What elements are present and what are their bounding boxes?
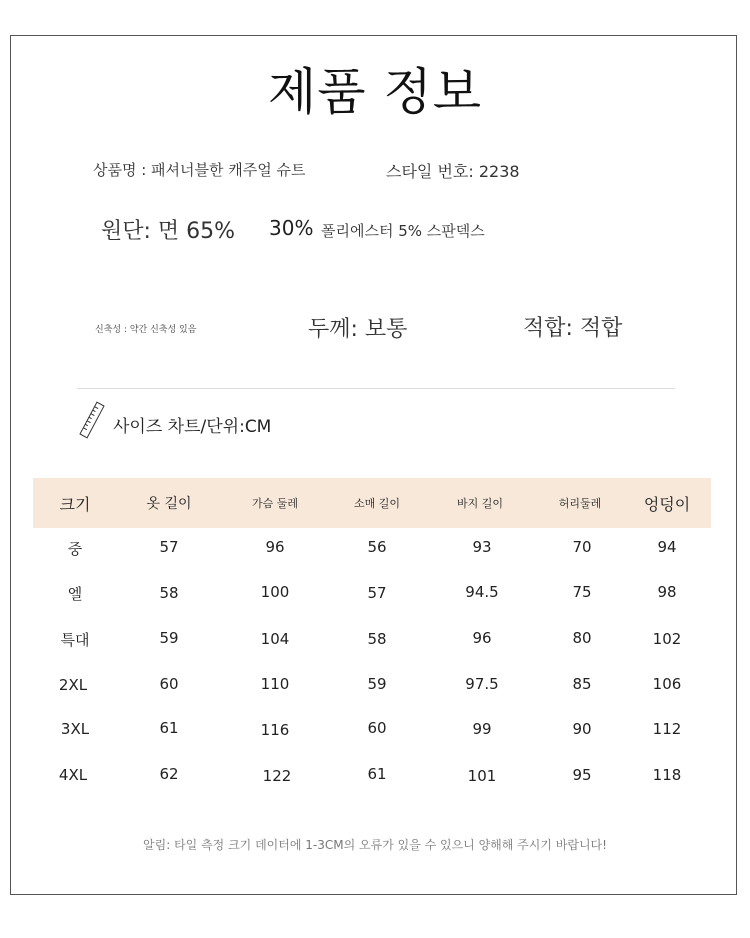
cell-chest: 110: [260, 675, 290, 693]
cell-length: 58: [159, 584, 179, 602]
cell-size: 3XL: [60, 720, 90, 738]
cell-size: 4XL: [58, 766, 88, 784]
cell-chest: 100: [260, 583, 290, 601]
fabric-label: 원단: 면 65%: [101, 219, 236, 244]
cell-hip: 94: [657, 538, 677, 556]
header-chest: 가슴 둘레: [251, 497, 298, 510]
header-waist: 허리둘레: [558, 497, 602, 510]
cell-pants-length: 94.5: [465, 583, 499, 601]
cell-chest: 104: [260, 630, 290, 648]
cell-hip: 112: [652, 720, 682, 738]
header-size: 크기: [59, 495, 91, 514]
fit-info: 적합: 적합: [523, 316, 623, 341]
cell-waist: 95: [572, 766, 592, 784]
cell-chest: 96: [265, 538, 285, 556]
cell-sleeve: 60: [367, 719, 387, 737]
stretch-info: 신축성 : 약간 신축성 있음: [95, 325, 197, 335]
style-number: 스타일 번호: 2238: [386, 162, 520, 181]
cell-length: 62: [159, 765, 179, 783]
cell-waist: 90: [572, 720, 592, 738]
header-sleeve: 소매 길이: [353, 497, 400, 510]
cell-sleeve: 59: [367, 675, 387, 693]
fabric-rest-percent: 30%: [269, 216, 314, 240]
header-length: 옷 길이: [146, 496, 192, 512]
header-hip: 엉덩이: [643, 495, 691, 514]
cell-hip: 118: [652, 766, 682, 784]
page-title: 제품 정보: [267, 63, 483, 121]
cell-size: 중: [67, 540, 83, 558]
cell-size: 엘: [67, 585, 83, 603]
cell-size: 2XL: [58, 676, 88, 694]
fabric-rest: 폴리에스터 5% 스판덱스: [321, 222, 485, 240]
cell-pants-length: 97.5: [465, 675, 499, 693]
cell-pants-length: 96: [472, 629, 492, 647]
cell-pants-length: 101: [467, 767, 497, 785]
cell-sleeve: 56: [367, 538, 387, 556]
size-chart-label: 사이즈 차트/단위:CM: [113, 417, 272, 437]
cell-chest: 116: [260, 721, 290, 739]
cell-waist: 75: [572, 583, 592, 601]
cell-waist: 80: [572, 629, 592, 647]
thickness-info: 두께: 보통: [308, 317, 408, 342]
cell-length: 60: [159, 675, 179, 693]
cell-pants-length: 93: [472, 538, 492, 556]
cell-sleeve: 57: [367, 584, 387, 602]
cell-hip: 106: [652, 675, 682, 693]
section-divider: [77, 388, 675, 389]
cell-sleeve: 61: [367, 765, 387, 783]
product-name: 상품명 : 패셔너블한 캐주얼 슈트: [93, 161, 306, 179]
cell-waist: 70: [572, 538, 592, 556]
measurement-note: 알림: 타일 측정 크기 데이터에 1-3CM의 오류가 있을 수 있으니 양해해 주시기 바랍니다!: [143, 838, 607, 852]
cell-length: 57: [159, 538, 179, 556]
cell-waist: 85: [572, 675, 592, 693]
header-pants-length: 바지 길이: [456, 497, 503, 510]
cell-length: 61: [159, 719, 179, 737]
cell-sleeve: 58: [367, 630, 387, 648]
cell-pants-length: 99: [472, 720, 492, 738]
cell-length: 59: [159, 629, 179, 647]
cell-hip: 98: [657, 583, 677, 601]
cell-chest: 122: [262, 767, 292, 785]
cell-hip: 102: [652, 630, 682, 648]
cell-size: 특대: [60, 631, 90, 649]
ruler-icon: [79, 401, 105, 439]
